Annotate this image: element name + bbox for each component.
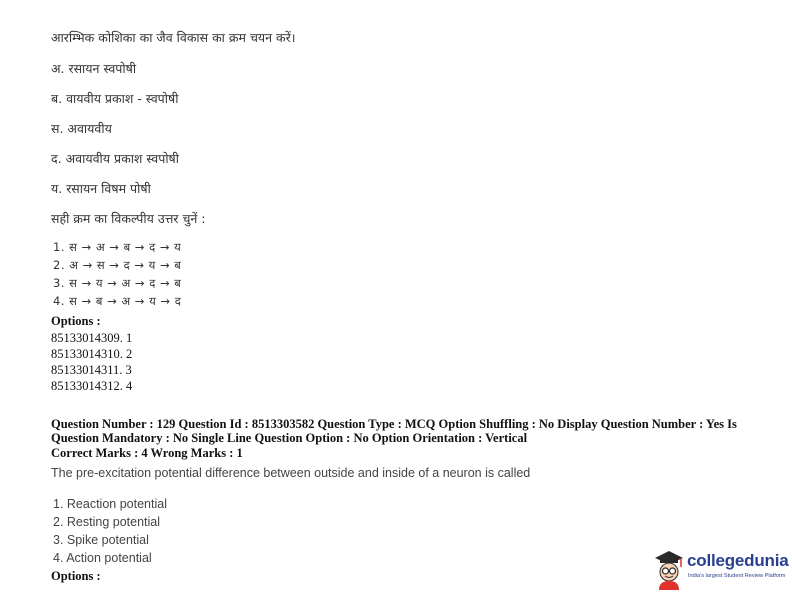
option-id-3: 85133014311. 3: [51, 363, 132, 377]
english-question-text: The pre-excitation potential difference between outside and inside of a neuron is called: [51, 466, 531, 480]
option-id-1: 85133014309. 1: [51, 331, 133, 345]
option-id-2: 85133014310. 2: [51, 347, 133, 361]
logo-tagline: India's largest Student Review Platform: [688, 573, 786, 579]
hindi-question-text: आरम्भिक कोशिका का जैव विकास का क्रम चयन करें।: [51, 30, 296, 45]
hindi-option-4: 4. स → ब → अ → य → द: [53, 294, 182, 308]
collegedunia-logo: [651, 545, 789, 595]
question-meta-line-2: Question Mandatory : No Single Line Question Option : No Option Orientation : Vertical: [51, 431, 528, 445]
student-mascot-icon: [651, 547, 687, 591]
question-meta-line-3: Correct Marks : 4 Wrong Marks : 1: [51, 446, 243, 460]
english-option-3: 3. Spike potential: [53, 533, 149, 547]
statement-d: द. अवायवीय प्रकाश स्वपोषी: [51, 151, 180, 166]
hindi-option-2: 2. अ → स → द → य → ब: [53, 258, 182, 272]
statement-e: य. रसायन विषम पोषी: [51, 181, 151, 196]
logo-wordmark: collegedunia: [687, 551, 789, 570]
english-option-1: 1. Reaction potential: [53, 497, 167, 511]
english-option-2: 2. Resting potential: [53, 515, 161, 529]
hindi-prompt: सही क्रम का विकल्पीय उत्तर चुनें :: [51, 211, 206, 226]
options-label-1: Options :: [51, 314, 101, 328]
hindi-option-1: 1. स → अ → ब → द → य: [53, 240, 182, 254]
options-label-2: Options :: [51, 569, 101, 583]
statement-a: अ. रसायन स्वपोषी: [51, 61, 137, 76]
option-id-4: 85133014312. 4: [51, 379, 133, 393]
statement-c: स. अवायवीय: [51, 121, 112, 136]
question-meta-line-1: Question Number : 129 Question Id : 8513303582 Question Type : MCQ Option Shuffling : No Display Question Number : Yes Is: [51, 417, 737, 431]
hindi-option-3: 3. स → य → अ → द → ब: [53, 276, 182, 290]
english-option-4: 4. Action potential: [53, 551, 152, 565]
statement-b: ब. वायवीय प्रकाश - स्वपोषी: [51, 91, 179, 106]
